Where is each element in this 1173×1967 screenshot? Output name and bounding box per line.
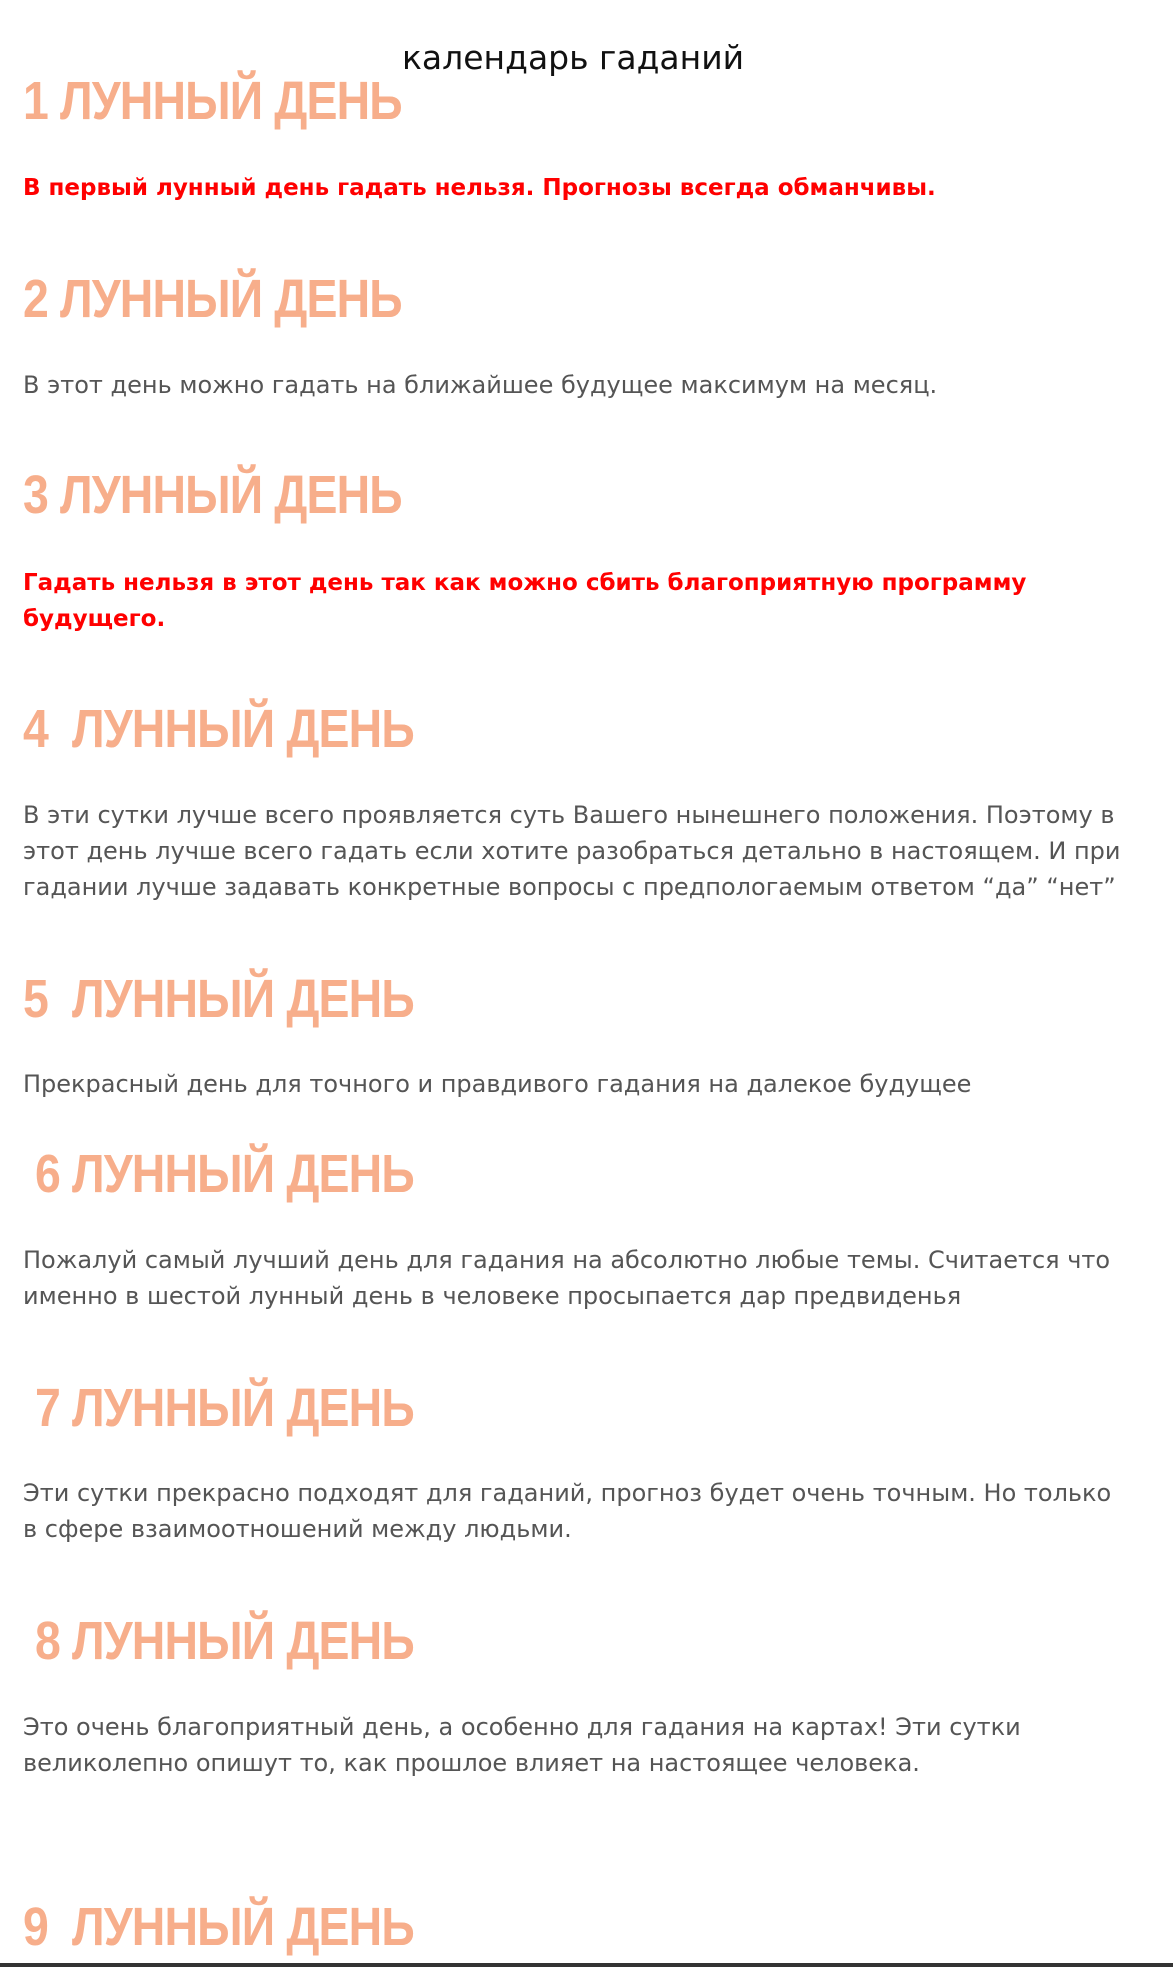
day-1-text: В первый лунный день гадать нельзя. Прогнозы всегда обманчивы. — [23, 175, 936, 201]
day-8-text: Это очень благоприятный день, а особенно для гадания на картах! Эти сутки великолепно опишут то, как прошлое влияет на настоящее человека. — [23, 1713, 1021, 1777]
day-6-heading: 6 ЛУННЫЙ ДЕНЬ — [23, 1144, 414, 1204]
bottom-divider — [0, 1963, 1173, 1967]
page-title: календарь гаданий — [402, 38, 745, 77]
day-9-heading: 9 ЛУННЫЙ ДЕНЬ — [23, 1897, 414, 1957]
day-2-heading: 2 ЛУННЫЙ ДЕНЬ — [23, 269, 402, 329]
day-3-text: Гадать нельзя в этот день так как можно сбить благоприятную программу будущего. — [23, 570, 1027, 632]
day-1-heading: 1 ЛУННЫЙ ДЕНЬ — [23, 71, 402, 131]
day-5-heading: 5 ЛУННЫЙ ДЕНЬ — [23, 969, 414, 1029]
day-5-text: Прекрасный день для точного и правдивого гадания на далекое будущее — [23, 1070, 972, 1098]
day-7-text: Эти сутки прекрасно подходят для гаданий, прогноз будет очень точным. Но только в сфере взаимоотношений между людьми. — [23, 1479, 1112, 1543]
day-8-heading: 8 ЛУННЫЙ ДЕНЬ — [23, 1611, 414, 1671]
day-3-heading: 3 ЛУННЫЙ ДЕНЬ — [23, 465, 402, 525]
day-6-text: Пожалуй самый лучший день для гадания на абсолютно любые темы. Считается что именно в шестой лунный день в человеке просыпается дар предвиденья — [23, 1246, 1111, 1310]
day-7-heading: 7 ЛУННЫЙ ДЕНЬ — [23, 1378, 414, 1438]
day-4-heading: 4 ЛУННЫЙ ДЕНЬ — [23, 699, 414, 759]
day-2-text: В этот день можно гадать на ближайшее будущее максимум на месяц. — [23, 371, 938, 399]
day-4-text: В эти сутки лучше всего проявляется суть Вашего нынешнего положения. Поэтому в этот день лучше всего гадать если хотите разобраться детально в настоящем. И при гадании лучше задавать конкретные вопросы с предпологаемым ответом “да” “нет” — [23, 801, 1121, 901]
